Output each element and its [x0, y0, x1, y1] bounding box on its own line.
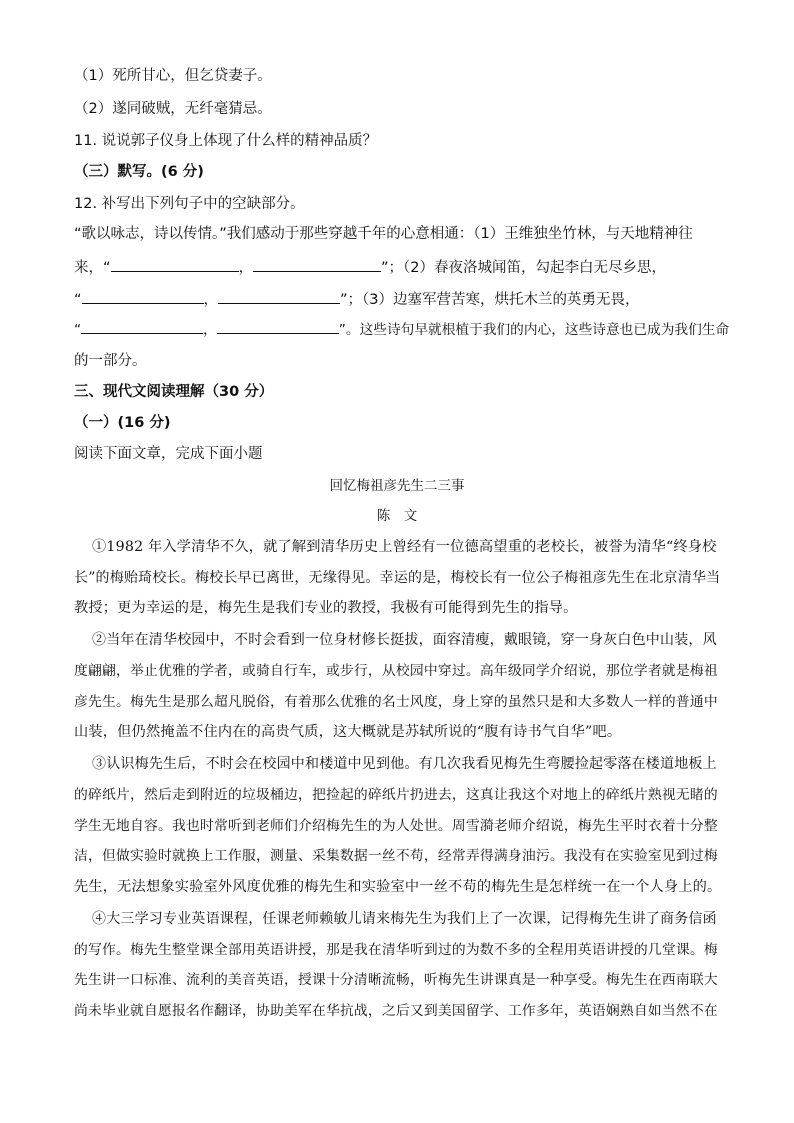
paragraph-3-line: ③认识梅先生后，不时会在校园中和楼道中见到他。有几次我看见梅先生弯腰捡起零落在楼道地板上	[92, 756, 717, 772]
paragraph-4-line: 尚未毕业就自愿报名作翻译，协助美军在华抗战，之后又到美国留学、工作多年，英语娴熟自如当然不在	[74, 1003, 718, 1019]
paragraph-1-line: 教授；更为幸运的是，梅先生是我们专业的教授，我极有可能得到先生的指导。	[74, 600, 578, 616]
line-3-suffix: ”；（3）边塞军营苦寒，烘托木兰的英勇无畏，	[340, 292, 640, 308]
paragraph-3-line: 洁，但做实验时就换上工作服，测量、采集数据一丝不苟，经常弄得满身油污。我没有在实验室见到过梅	[74, 848, 718, 864]
line-3-prefix: “	[74, 292, 82, 308]
line-2-prefix: 来，“	[74, 260, 111, 276]
paragraph-3-line: 先生，无法想象实验室外风度优雅的梅先生和实验室中一丝不苟的梅先生是怎样统一在一个人身上的。	[74, 879, 722, 895]
article-author: 陈 文	[376, 508, 418, 524]
question-10-item-2: （2）遂同破贼，无纤毫猜忌。	[74, 101, 272, 117]
line-4-suffix: ”。这些诗句早就根植于我们的内心，这些诗意也已成为我们生命	[338, 322, 730, 338]
line-3-comma: ，	[203, 292, 219, 308]
paragraph-2-line: ②当年在清华校园中，不时会看到一位身材修长挺拔，面容清瘦，戴眼镜，穿一身灰白色中山装，风	[92, 632, 717, 648]
question-10-item-1: （1）死所甘心，但乞贷妻子。	[74, 68, 272, 84]
paragraph-1-line: ①1982 年入学清华不久，就了解到清华历史上曾经有一位德高望重的老校长，被誉为清华“终身校	[92, 539, 717, 555]
question-12-line-1: “歌以咏志，诗以传情。”我们感动于那些穿越千年的心意相通：（1）王维独坐竹林，与天地精神往	[74, 226, 693, 242]
question-12-line-2	[74, 257, 666, 278]
answer-blank-2[interactable]	[253, 257, 381, 272]
paragraph-1-line: 长”的梅贻琦校长。梅校长早已离世，无缘得见。幸运的是，梅校长有一位公子梅祖彦先生在北京清华当	[74, 570, 721, 586]
answer-blank-1[interactable]	[111, 257, 239, 272]
question-12-line-5: 的一部分。	[74, 353, 147, 369]
question-12-line-4	[74, 319, 729, 340]
part-1-heading: （一）(16 分)	[74, 415, 171, 431]
reading-instruction: 阅读下面文章，完成下面小题	[74, 446, 263, 462]
line-4-prefix: “	[74, 322, 82, 338]
paragraph-4-line: 先生讲一口标准、流利的美音英语，授课十分清晰流畅，听梅先生讲课真是一种享受。梅先生在西南联大	[74, 972, 718, 988]
line-2-suffix: ”；（2）春夜洛城闻笛，勾起李白无尽乡思，	[381, 260, 667, 276]
paragraph-4-line: ④大三学习专业英语课程，任课老师赖敏儿请来梅先生为我们上了一次课，记得梅先生讲了商务信函	[92, 911, 717, 927]
paragraph-2-line: 彦先生。梅先生是那么超凡脱俗，有着那么优雅的名士风度，身上穿的虽然只是和大多数人一样的普通中	[74, 694, 718, 710]
question-12: 12. 补写出下列句子中的空缺部分。	[74, 196, 305, 212]
article-title: 回忆梅祖彦先生二三事	[329, 478, 465, 494]
paragraph-4-line: 的写作。梅先生整堂课全部用英语讲授，那是我在清华听到过的为数不多的全程用英语讲授的几堂课。梅	[74, 942, 718, 958]
line-4-comma: ，	[203, 322, 217, 338]
section-dictation-heading: （三）默写。(6 分)	[74, 164, 204, 180]
line-2-comma: ，	[238, 260, 254, 276]
paragraph-3-line: 的碎纸片，然后走到附近的垃圾桶边，把捡起的碎纸片扔进去，这真让我这个对地上的碎纸片熟视无睹的	[74, 787, 718, 803]
answer-blank-4[interactable]	[218, 289, 340, 304]
answer-blank-5[interactable]	[81, 319, 203, 334]
question-11: 11. 说说郭子仪身上体现了什么样的精神品质？	[74, 133, 378, 149]
paragraph-2-line: 山装，但仍然掩盖不住内在的高贵气质，这大概就是苏轼所说的“腹有诗书气自华”吧。	[74, 724, 622, 740]
question-12-line-3	[74, 289, 640, 310]
answer-blank-3[interactable]	[82, 289, 204, 304]
answer-blank-6[interactable]	[217, 319, 339, 334]
paragraph-3-line: 学生无地自容。我也时常听到老师们介绍梅先生的为人处世。周雪漪老师介绍说，梅先生平时衣着十分整	[74, 818, 718, 834]
paragraph-2-line: 度翩翩，举止优雅的学者，或骑自行车，或步行，从校园中穿过。高年级同学介绍说，那位学者就是梅祖	[74, 663, 718, 679]
section-3-heading: 三、现代文阅读理解（30 分）	[74, 384, 274, 400]
